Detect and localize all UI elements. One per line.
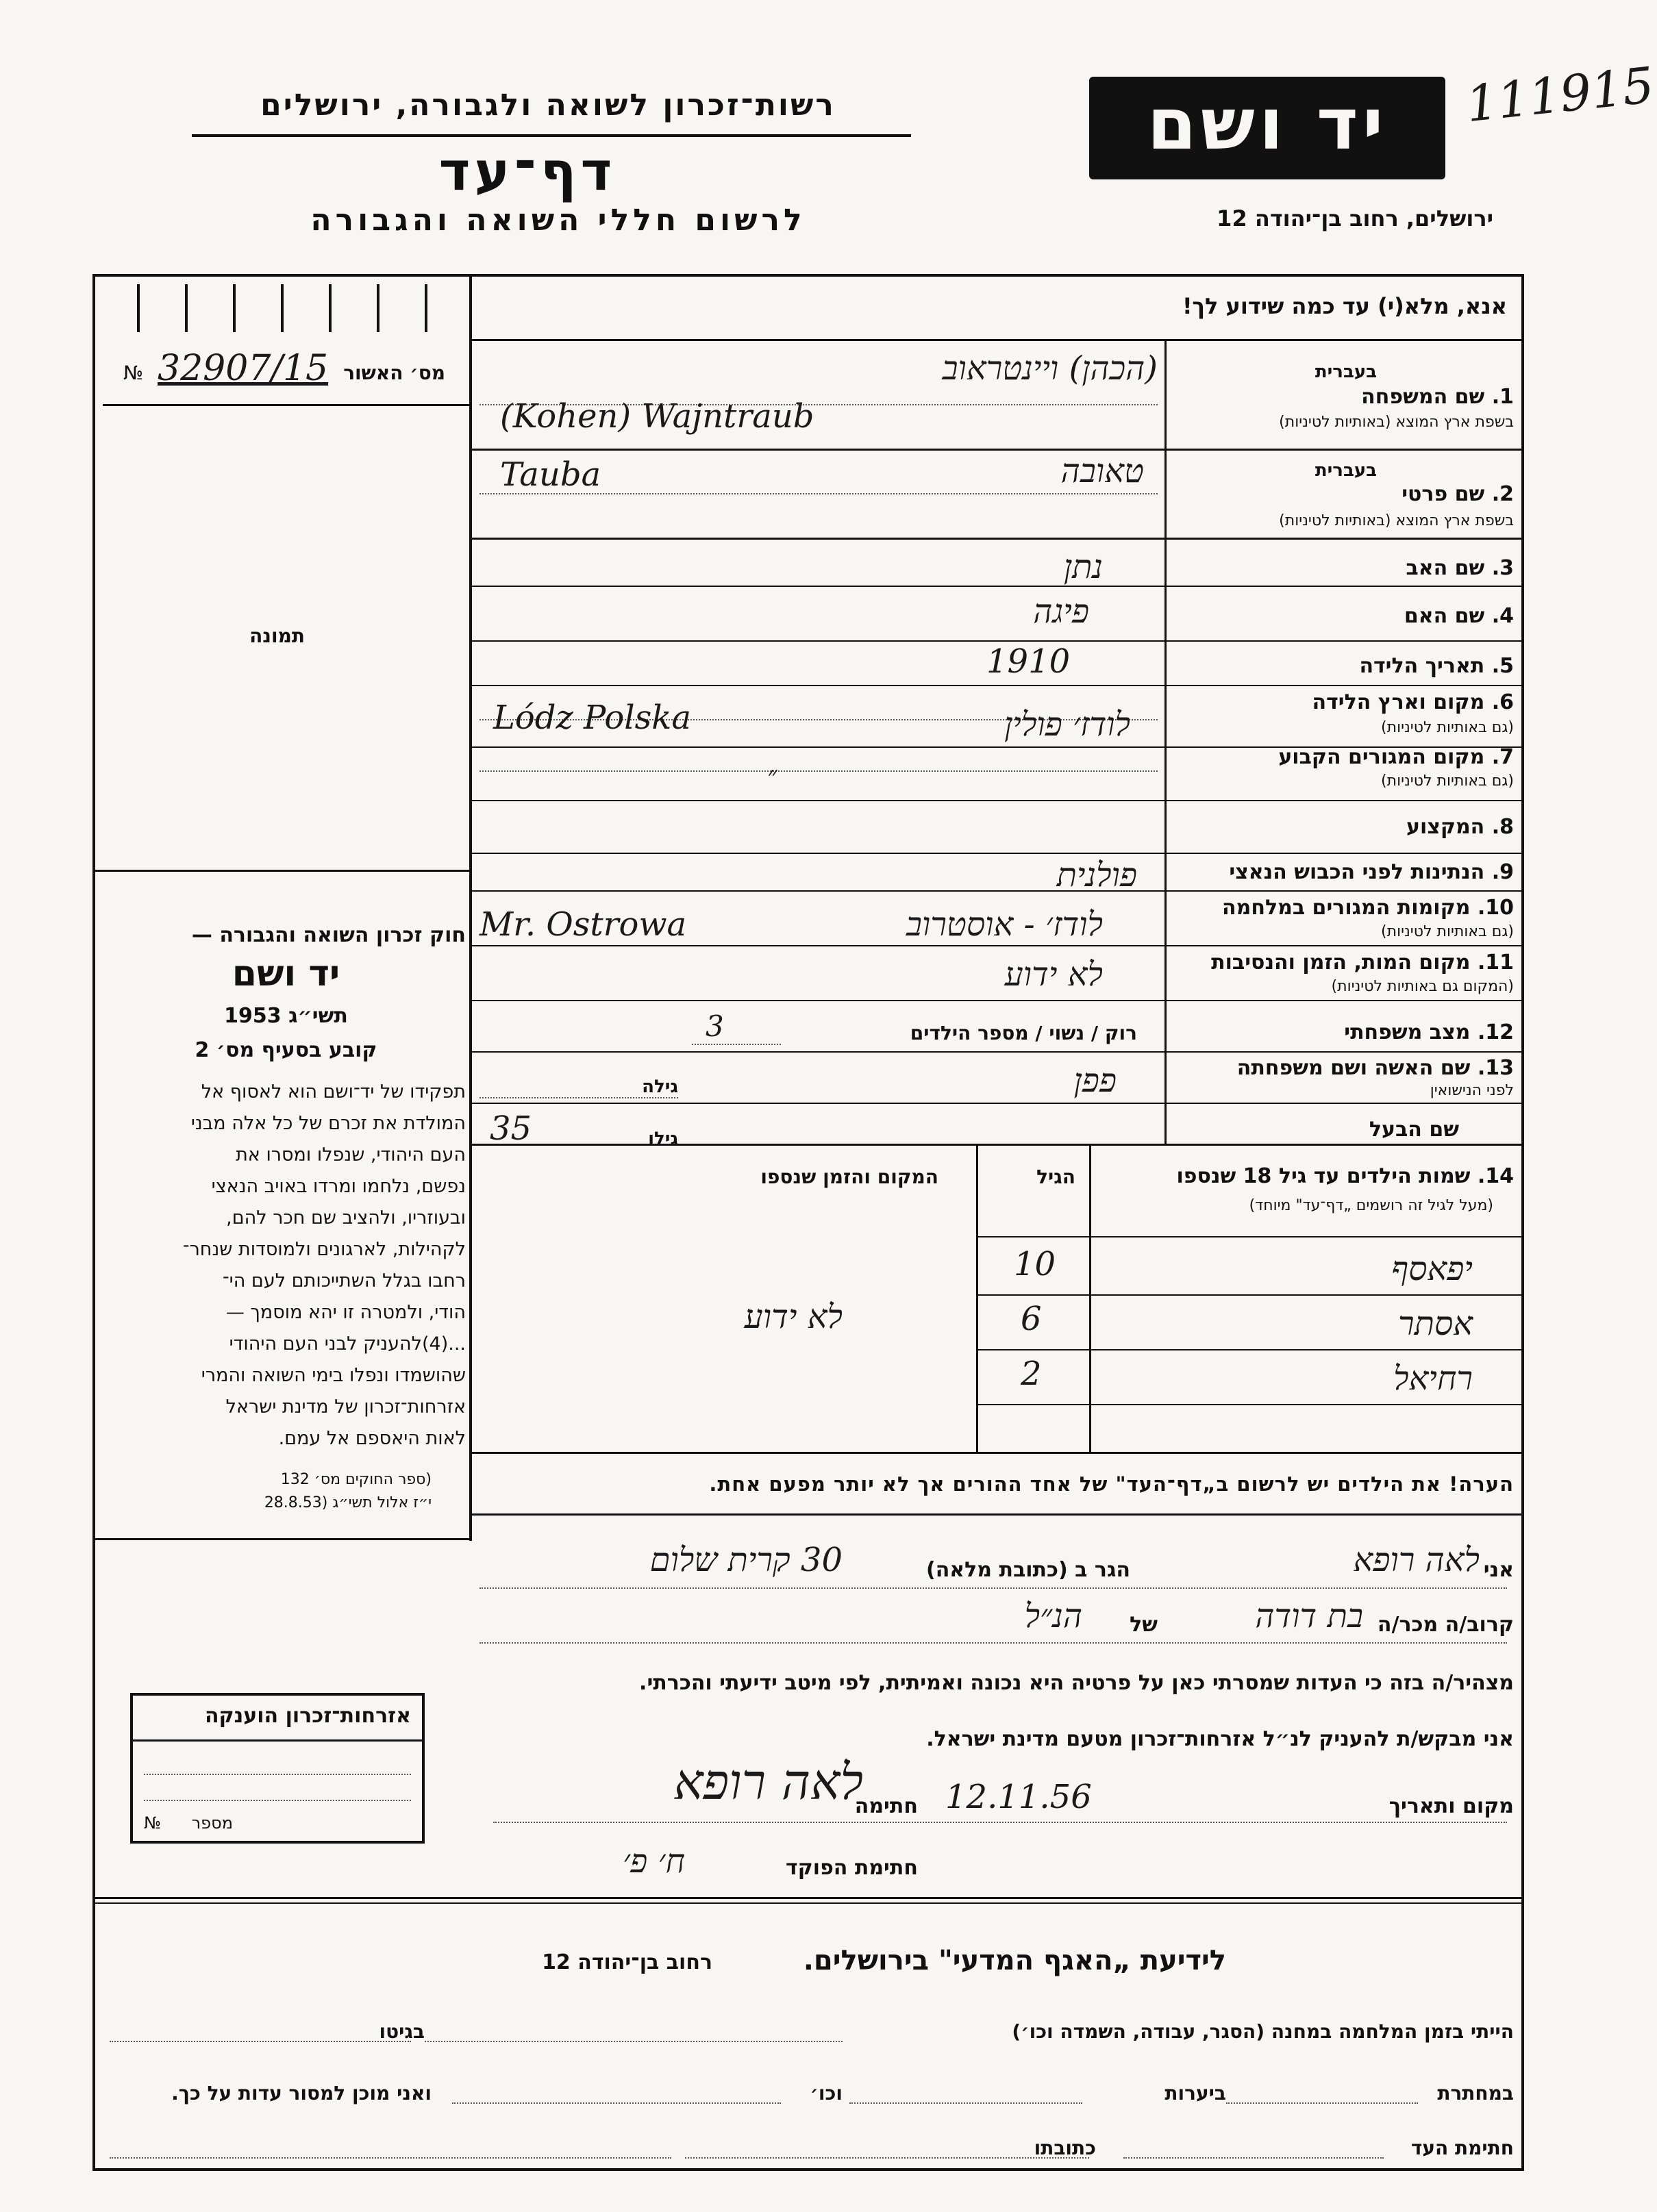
citizenship-no-symbol: № bbox=[144, 1813, 161, 1833]
law-rule-top bbox=[92, 870, 472, 872]
reg-rule bbox=[103, 404, 469, 406]
note-rule bbox=[472, 1513, 1524, 1516]
child-age: 10 bbox=[1014, 1245, 1056, 1283]
row-rule bbox=[472, 800, 1524, 801]
law-line: ...(4)להעניק לבני העם היהודי bbox=[229, 1333, 466, 1355]
law-line: לאות היאספם אל עמם. bbox=[278, 1428, 466, 1449]
value-wartime-latin: Mr. Ostrowa bbox=[479, 905, 687, 944]
law-line: אזרחות־זכרון של מדינת ישראל bbox=[225, 1396, 466, 1418]
law-ref-2: י״ז אלול תשי״ג (28.8.53 bbox=[264, 1494, 432, 1511]
dotted-line bbox=[479, 1587, 1507, 1589]
marital-options: רוק / נשוי / מספר הילדים bbox=[910, 1022, 1137, 1044]
value-first-latin: Tauba bbox=[500, 455, 601, 494]
relative-label: קרוב/ה מכר/ה bbox=[1377, 1613, 1514, 1637]
relation-value: בת דודה bbox=[1255, 1597, 1363, 1635]
officer-signature: ח׳ פ׳ bbox=[623, 1842, 685, 1881]
dotted-line bbox=[144, 1800, 411, 1801]
value-father: נתן bbox=[1063, 548, 1103, 586]
law-yad-vashem: יד ושם bbox=[232, 953, 340, 994]
request-text: אני מבקש/ת להעניק לנ״ל אזרחות־זכרון מטעם מדינת ישראל. bbox=[926, 1727, 1514, 1751]
value-husband-age: 35 bbox=[490, 1109, 532, 1148]
dotted-line bbox=[110, 2157, 671, 2159]
label-wife-name: 13. שם האשה ושם משפחתה bbox=[1236, 1056, 1514, 1080]
authority-underline bbox=[192, 134, 911, 137]
row-rule bbox=[472, 640, 1524, 642]
age-col-header: הגיל bbox=[1036, 1166, 1075, 1188]
latin-note: (גם באותיות לטיניות) bbox=[1381, 923, 1514, 940]
label-birth-date: 5. תאריך הלידה bbox=[1359, 654, 1514, 678]
form-title: דף־עד bbox=[438, 141, 616, 203]
label-husband-name: שם הבעל bbox=[1369, 1118, 1459, 1142]
row-rule bbox=[472, 1103, 1524, 1104]
reg-no-symbol: № bbox=[123, 362, 144, 384]
dotted-line bbox=[452, 2102, 781, 2104]
age-label-wife: גילה bbox=[642, 1077, 678, 1097]
footer-line2-b: ביערות bbox=[1164, 2082, 1226, 2104]
child-name: יפאסף bbox=[1391, 1250, 1473, 1288]
value-family-hebrew: (הכהן) ויינטראוב bbox=[942, 349, 1158, 388]
children-row-rule bbox=[976, 1294, 1524, 1296]
officer-label: חתימת הפוקד bbox=[786, 1856, 918, 1880]
label-marital-status: 12. מצב משפחתי bbox=[1344, 1020, 1514, 1044]
dotted-line bbox=[479, 1097, 678, 1098]
label-death-place: 11. מקום המות, הזמן והנסיבות bbox=[1211, 951, 1514, 975]
of-value: הנ״ל bbox=[1024, 1597, 1082, 1635]
intro-text: אנא, מלא(י) עד כמה שידוע לך! bbox=[1182, 293, 1507, 319]
value-nationality: פולנית bbox=[1056, 856, 1137, 894]
in-hebrew-label: בעברית bbox=[1315, 362, 1377, 382]
row-rule bbox=[472, 890, 1524, 892]
child-name: רחיאל bbox=[1393, 1359, 1473, 1398]
wife-sub: לפני הנישואין bbox=[1430, 1082, 1514, 1099]
footer-rule-2 bbox=[92, 1902, 1524, 1904]
reg-label: מס׳ האשור bbox=[343, 362, 445, 384]
logo-text: יד ושם bbox=[1147, 82, 1388, 166]
law-line: שהושמדו ונפלו בימי השואה והמרי bbox=[201, 1365, 466, 1386]
law-line: תפקידו של יד־ושם הוא לאסוף אל bbox=[201, 1081, 466, 1103]
value-birthplace-hebrew: לודז׳ פולין bbox=[1004, 705, 1130, 744]
value-mother: פיגה bbox=[1033, 592, 1089, 631]
dotted-line bbox=[692, 1044, 781, 1045]
law-title: חוק זכרון השואה והגבורה — bbox=[191, 923, 466, 947]
row-rule bbox=[472, 853, 1524, 854]
citizenship-title: אזרחות־זכרון הוענקה bbox=[204, 1704, 411, 1728]
law-line: העם היהודי, שנפלו ומסרו את bbox=[236, 1144, 466, 1166]
date-value: 12.11.56 bbox=[945, 1778, 1092, 1816]
latin-note: (המקום גם באותיות לטיניות) bbox=[1331, 978, 1514, 995]
intro-rule bbox=[469, 339, 1524, 341]
label-father-name: 3. שם האב bbox=[1406, 556, 1514, 580]
row-rule bbox=[472, 586, 1524, 587]
footer-heading-address: רחוב בן־יהודה 12 bbox=[542, 1950, 712, 1974]
footer-line1-b: בגיטו bbox=[379, 2020, 425, 2043]
dotted-line bbox=[479, 1642, 1507, 1644]
dotted-line bbox=[479, 770, 1158, 772]
children-col-1 bbox=[1089, 1144, 1091, 1452]
label-residence: 7. מקום המגורים הקבוע bbox=[1278, 745, 1514, 769]
law-text bbox=[96, 1077, 466, 1455]
dotted-line bbox=[110, 2041, 411, 2042]
in-hebrew-label: בעברית bbox=[1315, 460, 1377, 481]
resides-label: הגר ב (כתובת מלאה) bbox=[925, 1558, 1130, 1582]
footer-line3-b: כתובתו bbox=[1034, 2137, 1096, 2159]
citizenship-number-label: מספר bbox=[191, 1813, 233, 1833]
citizenship-title-rule bbox=[130, 1739, 425, 1742]
law-rule-bottom bbox=[92, 1538, 472, 1540]
law-line: הודי, ולמטרה זו יהא מוסמך — bbox=[225, 1302, 466, 1323]
dotted-line bbox=[493, 1822, 1507, 1823]
value-first-hebrew: טאובה bbox=[1060, 452, 1144, 490]
declaration-text: מצהיר/ה בזה כי העדות שמסרתי כאן על פרטיה היא נכונה ואמיתית, לפי מיטב ידיעתי והכרתי. bbox=[639, 1671, 1514, 1695]
value-family-latin: (Kohen) Wajntraub bbox=[500, 397, 814, 436]
law-year: תשי״ג 1953 bbox=[224, 1004, 348, 1028]
footer-rule-1 bbox=[92, 1897, 1524, 1899]
form-subtitle: לרשום חללי השואה והגבורה bbox=[310, 203, 806, 238]
value-wartime-hebrew: לודז׳ - אוסטרוב bbox=[906, 905, 1103, 944]
value-residence: ״ bbox=[767, 760, 777, 790]
row-rule bbox=[472, 538, 1524, 540]
value-birth-date: 1910 bbox=[986, 642, 1071, 681]
note-text: הערה! את הילדים יש לרשום ב„דף־העד" של אחד ההורים אך לא יותר מפעם אחת. bbox=[709, 1472, 1514, 1496]
label-first-name: 2. שם פרטי bbox=[1401, 482, 1514, 506]
value-num-children: 3 bbox=[706, 1009, 724, 1043]
law-line: נפשם, נלחמו ומרדו באויב הנאצי bbox=[211, 1176, 466, 1197]
label-profession: 8. המקצוע bbox=[1406, 815, 1514, 839]
witness-name: לאה רופא bbox=[1353, 1541, 1480, 1579]
children-row-rule bbox=[976, 1404, 1524, 1405]
photo-label: תמונה bbox=[249, 625, 305, 647]
dotted-line bbox=[1226, 2102, 1418, 2104]
i-label: אני bbox=[1483, 1558, 1514, 1582]
value-death-place: לא ידוע bbox=[1004, 955, 1103, 994]
label-column-divider bbox=[1164, 339, 1167, 1144]
row-rule bbox=[472, 945, 1524, 946]
row-rule bbox=[472, 1144, 1524, 1146]
footer-line2-c: וכו׳ bbox=[810, 2082, 843, 2104]
label-nationality: 9. הנתינות לפני הכבוש הנאצי bbox=[1229, 860, 1514, 884]
footer-line2-d: ואני מוכן למסור עדות על כך. bbox=[171, 2082, 432, 2104]
law-clause: קובע בסעיף מס׳ 2 bbox=[195, 1038, 377, 1062]
label-mother-name: 4. שם האם bbox=[1404, 604, 1514, 628]
value-husband: פפן bbox=[1073, 1061, 1117, 1100]
place-date-label: מקום ותאריך bbox=[1388, 1794, 1514, 1818]
law-line: רחבו בגלל השתייכותם לעם הי־ bbox=[222, 1270, 466, 1292]
authority-name: רשות־זכרון לשואה ולגבורה, ירושלים bbox=[260, 88, 836, 123]
latin-note: (גם באותיות לטיניות) bbox=[1381, 772, 1514, 790]
row-rule bbox=[472, 449, 1524, 451]
witness-address: 30 קרית שלום bbox=[649, 1541, 843, 1579]
reg-number: 32907/15 bbox=[158, 348, 329, 389]
footer-heading: לידיעת „האגף המדעי" בירושלים. bbox=[803, 1945, 1226, 1976]
children-fate: לא ידוע bbox=[744, 1298, 843, 1336]
latin-note: בשפת ארץ המוצא (באותיות לטיניות) bbox=[1279, 512, 1514, 529]
left-column-divider bbox=[469, 274, 472, 1541]
tick-boxes bbox=[103, 281, 452, 336]
address: ירושלים, רחוב בן־יהודה 12 bbox=[1217, 205, 1493, 231]
child-age: 2 bbox=[1021, 1355, 1042, 1393]
row-rule bbox=[472, 1051, 1524, 1053]
law-line: המולדת את זכרם של כל אלה מבני bbox=[190, 1113, 466, 1134]
latin-note: בשפת ארץ המוצא (באותיות לטיניות) bbox=[1279, 414, 1514, 431]
age-label-husband: גילו bbox=[648, 1129, 678, 1149]
dotted-line bbox=[685, 2157, 1089, 2159]
footer-line2-a: במחתרת bbox=[1437, 2082, 1514, 2104]
value-birthplace-latin: Lódz Polska bbox=[493, 699, 691, 737]
footer-line3-a: חתימת העד bbox=[1410, 2137, 1514, 2159]
child-name: אסתר bbox=[1398, 1305, 1473, 1343]
dotted-line bbox=[144, 1774, 411, 1775]
row-rule bbox=[472, 1000, 1524, 1001]
of-label: של bbox=[1130, 1613, 1158, 1637]
children-row-rule bbox=[976, 1349, 1524, 1350]
children-col-2 bbox=[976, 1144, 978, 1452]
dotted-line bbox=[425, 2041, 843, 2042]
label-wartime-residence: 10. מקומות המגורים במלחמה bbox=[1222, 896, 1514, 920]
label-children: 14. שמות הילדים עד גיל 18 שנספו bbox=[1176, 1164, 1514, 1188]
archive-number: 111915 bbox=[1463, 55, 1657, 134]
law-ref-1: (ספר החוקים מס׳ 132 bbox=[280, 1471, 432, 1488]
law-line: לקהילות, לארגונים ולמוסדות שנחר־ bbox=[182, 1239, 466, 1260]
place-col-header: המקום והזמן שנספו bbox=[760, 1166, 938, 1188]
law-line: ובעוזריו, ולהציב שם חכר להם, bbox=[226, 1207, 466, 1229]
children-header-rule bbox=[976, 1236, 1524, 1237]
child-age: 6 bbox=[1021, 1300, 1042, 1338]
row-rule bbox=[472, 685, 1524, 686]
witness-signature: לאה רופא bbox=[673, 1753, 863, 1811]
children-bottom-rule bbox=[472, 1452, 1524, 1454]
dotted-line bbox=[849, 2102, 1082, 2104]
latin-note: (גם באותיות לטיניות) bbox=[1381, 719, 1514, 736]
label-family-name: 1. שם המשפחה bbox=[1361, 385, 1514, 409]
signature-label: חתימה bbox=[854, 1794, 918, 1818]
label-birthplace: 6. מקום וארץ הלידה bbox=[1312, 690, 1514, 714]
children-sub: (מעל לגיל זה רושמים „דף־עד" מיוחד) bbox=[1249, 1197, 1493, 1214]
dotted-line bbox=[1123, 2157, 1384, 2159]
footer-line1-a: הייתי בזמן המלחמה במחנה (הסגר, עבודה, השמדה וכו׳) bbox=[1012, 2020, 1514, 2043]
yad-vashem-logo bbox=[1089, 77, 1445, 179]
